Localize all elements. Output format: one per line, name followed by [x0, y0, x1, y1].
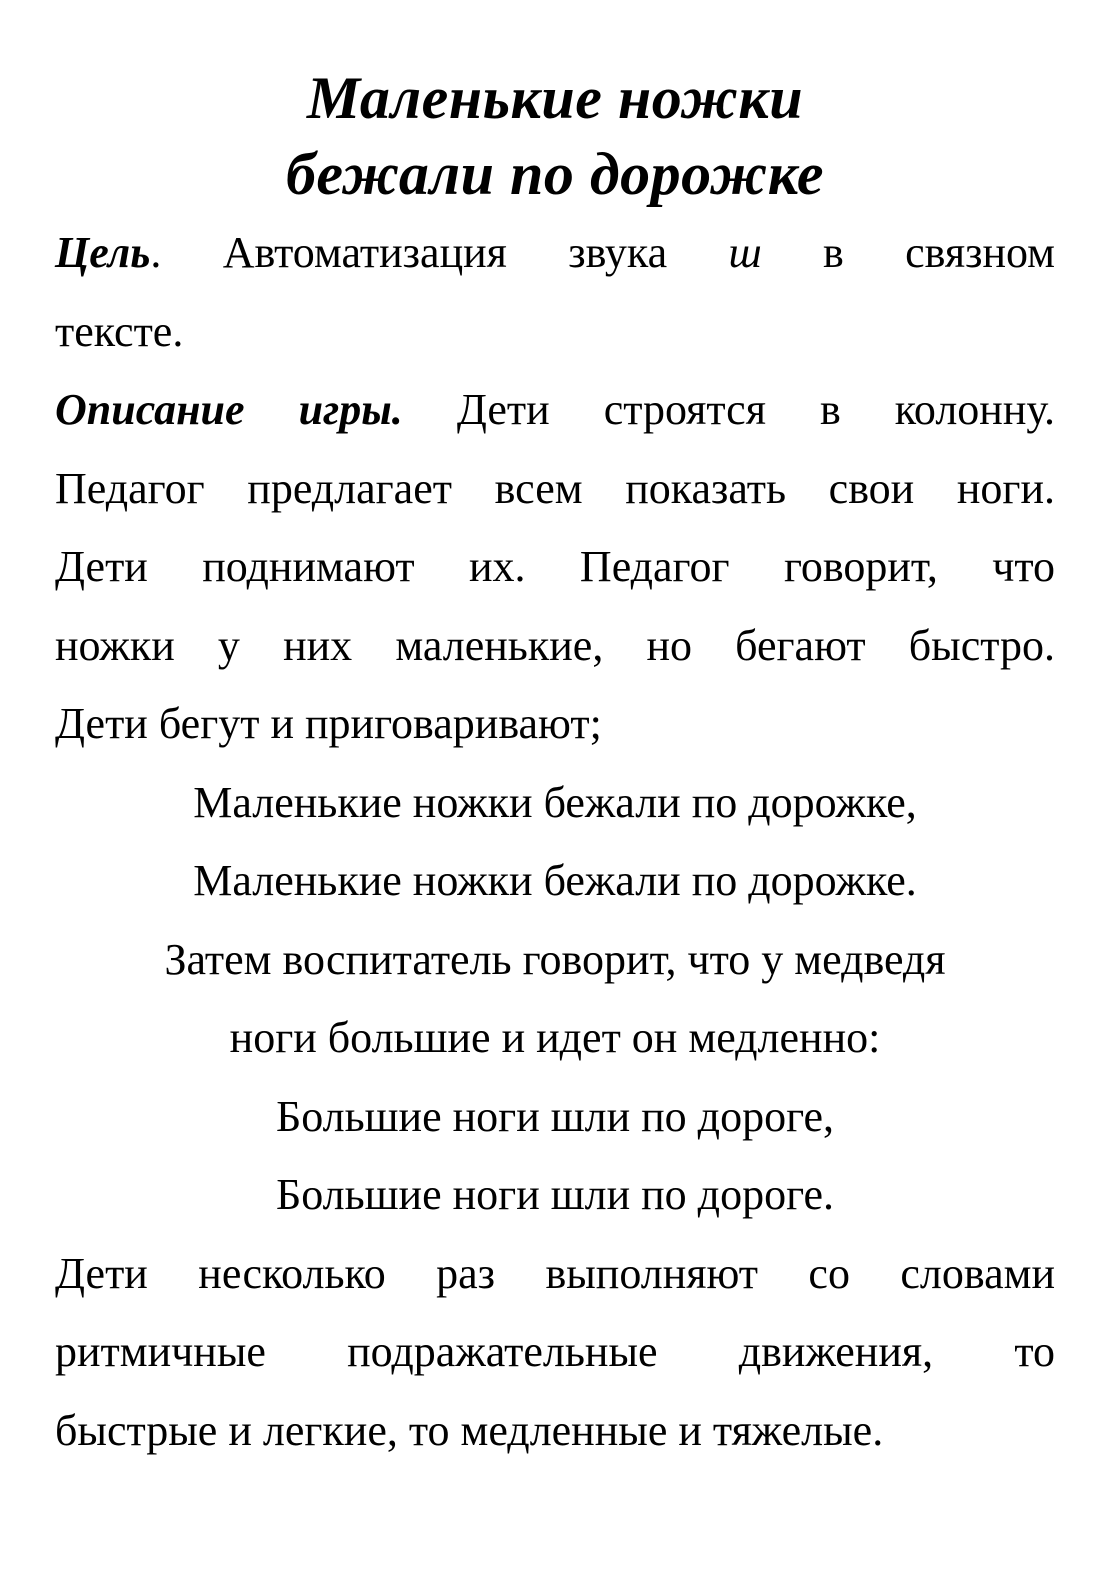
rhyme-line: Большие ноги шли по дороге, — [275, 1091, 835, 1141]
conclusion-line: быстрые и легкие, то медленные и тяжелые. — [55, 1405, 884, 1455]
goal-label-punct: . — [150, 228, 162, 277]
conclusion-line: Дети несколько раз выполняют со словами — [55, 1248, 1055, 1298]
rhyme-line: Маленькие ножки бежали по дорожке. — [193, 856, 917, 905]
goal-continuation: тексте. — [55, 306, 184, 356]
rhyme-small-feet — [55, 764, 1055, 921]
transition-section — [55, 921, 1055, 1078]
goal-section — [55, 214, 1055, 371]
document-title — [55, 60, 1055, 212]
title-line-1: Маленькие ножки — [306, 65, 804, 131]
description-section — [55, 371, 1055, 764]
transition-line: ноги большие и идет он медленно: — [229, 1013, 881, 1062]
description-line — [55, 371, 1055, 450]
rhyme-big-feet — [55, 1078, 1055, 1235]
title-line-2: бежали по дорожке — [285, 141, 825, 207]
description-text: Дети строятся в колонну. — [402, 385, 1055, 434]
description-line: Педагог предлагает всем показать свои ноги. — [55, 463, 1055, 513]
document-page — [55, 60, 1055, 1470]
description-line: ножки у них маленькие, но бегают быстро. — [55, 620, 1055, 670]
goal-sound: ш — [728, 228, 762, 277]
conclusion-line: ритмичные подражательные движения, то — [55, 1327, 1055, 1376]
description-line: Дети бегут и приговаривают; — [55, 699, 602, 748]
transition-line: Затем воспитатель говорит, что у медведя — [164, 934, 946, 984]
rhyme-line: Большие ноги шли по дороге. — [275, 1170, 835, 1219]
goal-line — [55, 214, 1055, 293]
goal-text-after: в связном — [761, 228, 1055, 277]
goal-label: Цель — [55, 228, 151, 277]
description-label: Описание игры. — [55, 385, 403, 434]
goal-text-before: Автоматизация звука — [161, 228, 729, 277]
rhyme-line: Маленькие ножки бежали по дорожке, — [193, 777, 917, 827]
conclusion-section — [55, 1235, 1055, 1471]
description-line: Дети поднимают их. Педагог говорит, что — [55, 542, 1055, 591]
